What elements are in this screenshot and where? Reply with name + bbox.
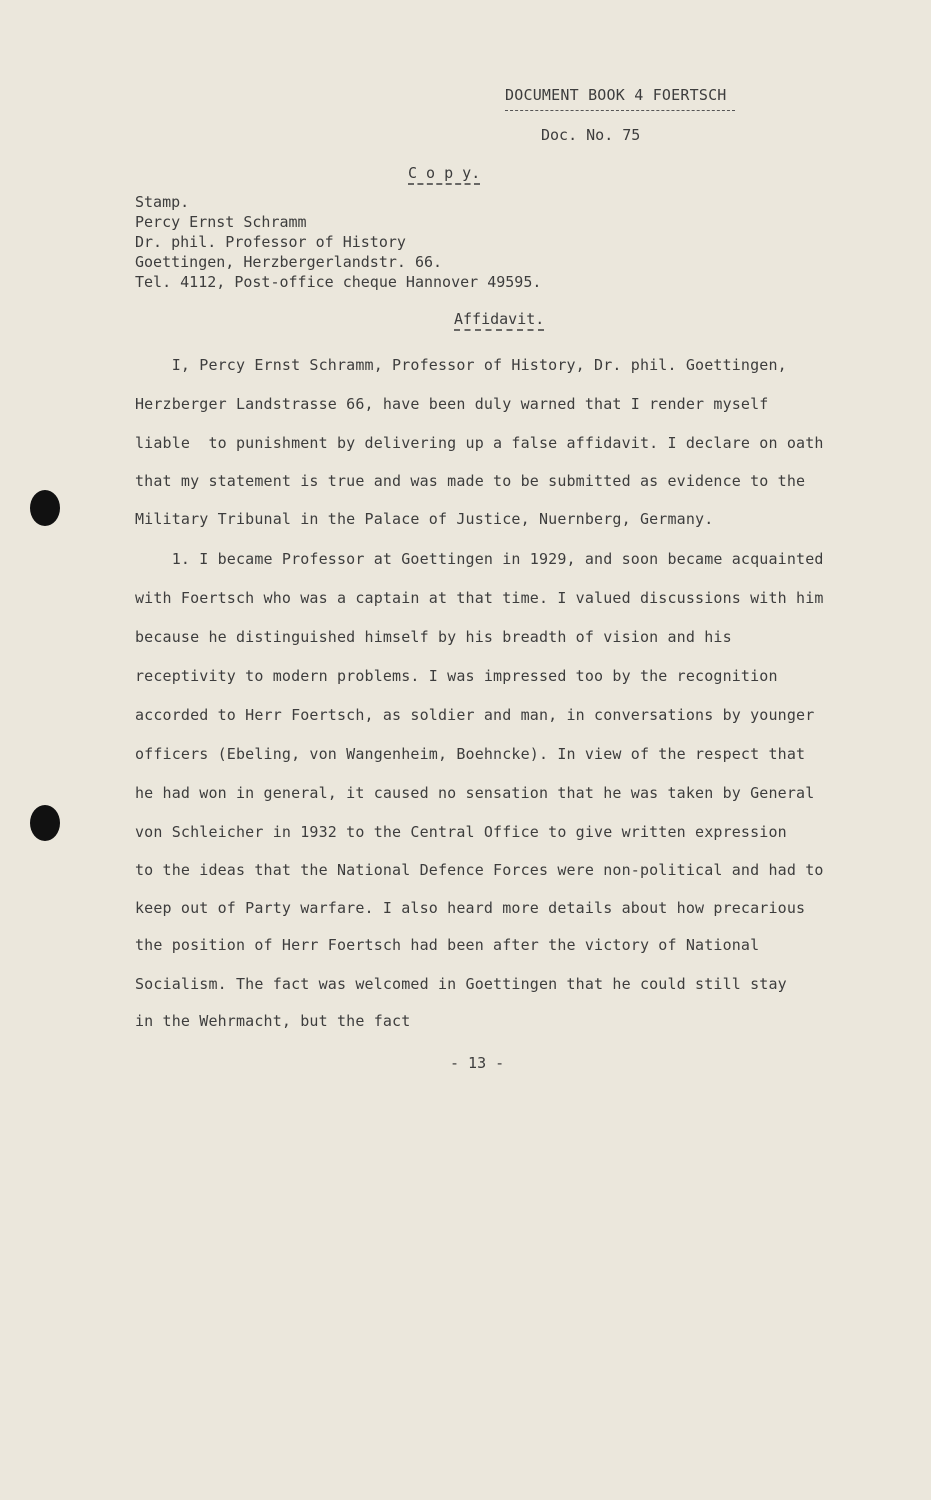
body-line: receptivity to modern problems. I was impressed too by the recognition: [135, 667, 778, 685]
affidavit-title: Affidavit.: [454, 310, 545, 328]
body-line: officers (Ebeling, von Wangenheim, Boehncke). In view of the respect that: [135, 745, 806, 763]
header-rule: [505, 110, 735, 111]
body-line: Military Tribunal in the Palace of Justice, Nuernberg, Germany.: [135, 510, 714, 528]
body-line: von Schleicher in 1932 to the Central Office to give written expression: [135, 823, 787, 841]
body-line: Socialism. The fact was welcomed in Goettingen that he could still stay: [135, 975, 787, 993]
body-line: to the ideas that the National Defence Forces were non-political and had to: [135, 861, 824, 879]
stamp-block: [135, 192, 541, 292]
page-number: - 13 -: [450, 1054, 505, 1072]
body-line: with Foertsch who was a captain at that time. I valued discussions with him: [135, 589, 824, 607]
punch-hole: [30, 490, 60, 526]
document-number: Doc. No. 75: [541, 126, 641, 144]
stamp-line: Stamp.: [135, 193, 190, 211]
body-line: in the Wehrmacht, but the fact: [135, 1012, 411, 1030]
body-line: I, Percy Ernst Schramm, Professor of History, Dr. phil. Goettingen,: [135, 356, 787, 374]
body-line: that my statement is true and was made to be submitted as evidence to the: [135, 472, 806, 490]
stamp-line: Goettingen, Herzbergerlandstr. 66.: [135, 253, 443, 271]
body-line: because he distinguished himself by his breadth of vision and his: [135, 628, 732, 646]
body-line: accorded to Herr Foertsch, as soldier and man, in conversations by younger: [135, 706, 815, 724]
copy-label: C o p y.: [408, 164, 481, 182]
body-line: he had won in general, it caused no sensation that he was taken by General: [135, 784, 815, 802]
stamp-line: Dr. phil. Professor of History: [135, 233, 406, 251]
punch-hole: [30, 805, 60, 841]
body-line: Herzberger Landstrasse 66, have been duly warned that I render myself: [135, 395, 769, 413]
body-line: liable to punishment by delivering up a false affidavit. I declare on oath: [135, 434, 824, 452]
document-book-title: DOCUMENT BOOK 4 FOERTSCH: [505, 86, 727, 104]
stamp-line: Percy Ernst Schramm: [135, 213, 307, 231]
body-line: keep out of Party warfare. I also heard more details about how precarious: [135, 899, 806, 917]
stamp-line: Tel. 4112, Post-office cheque Hannover 49595.: [135, 273, 542, 291]
body-line: 1. I became Professor at Goettingen in 1929, and soon became acquainted: [135, 550, 824, 568]
body-line: the position of Herr Foertsch had been after the victory of National: [135, 936, 760, 954]
